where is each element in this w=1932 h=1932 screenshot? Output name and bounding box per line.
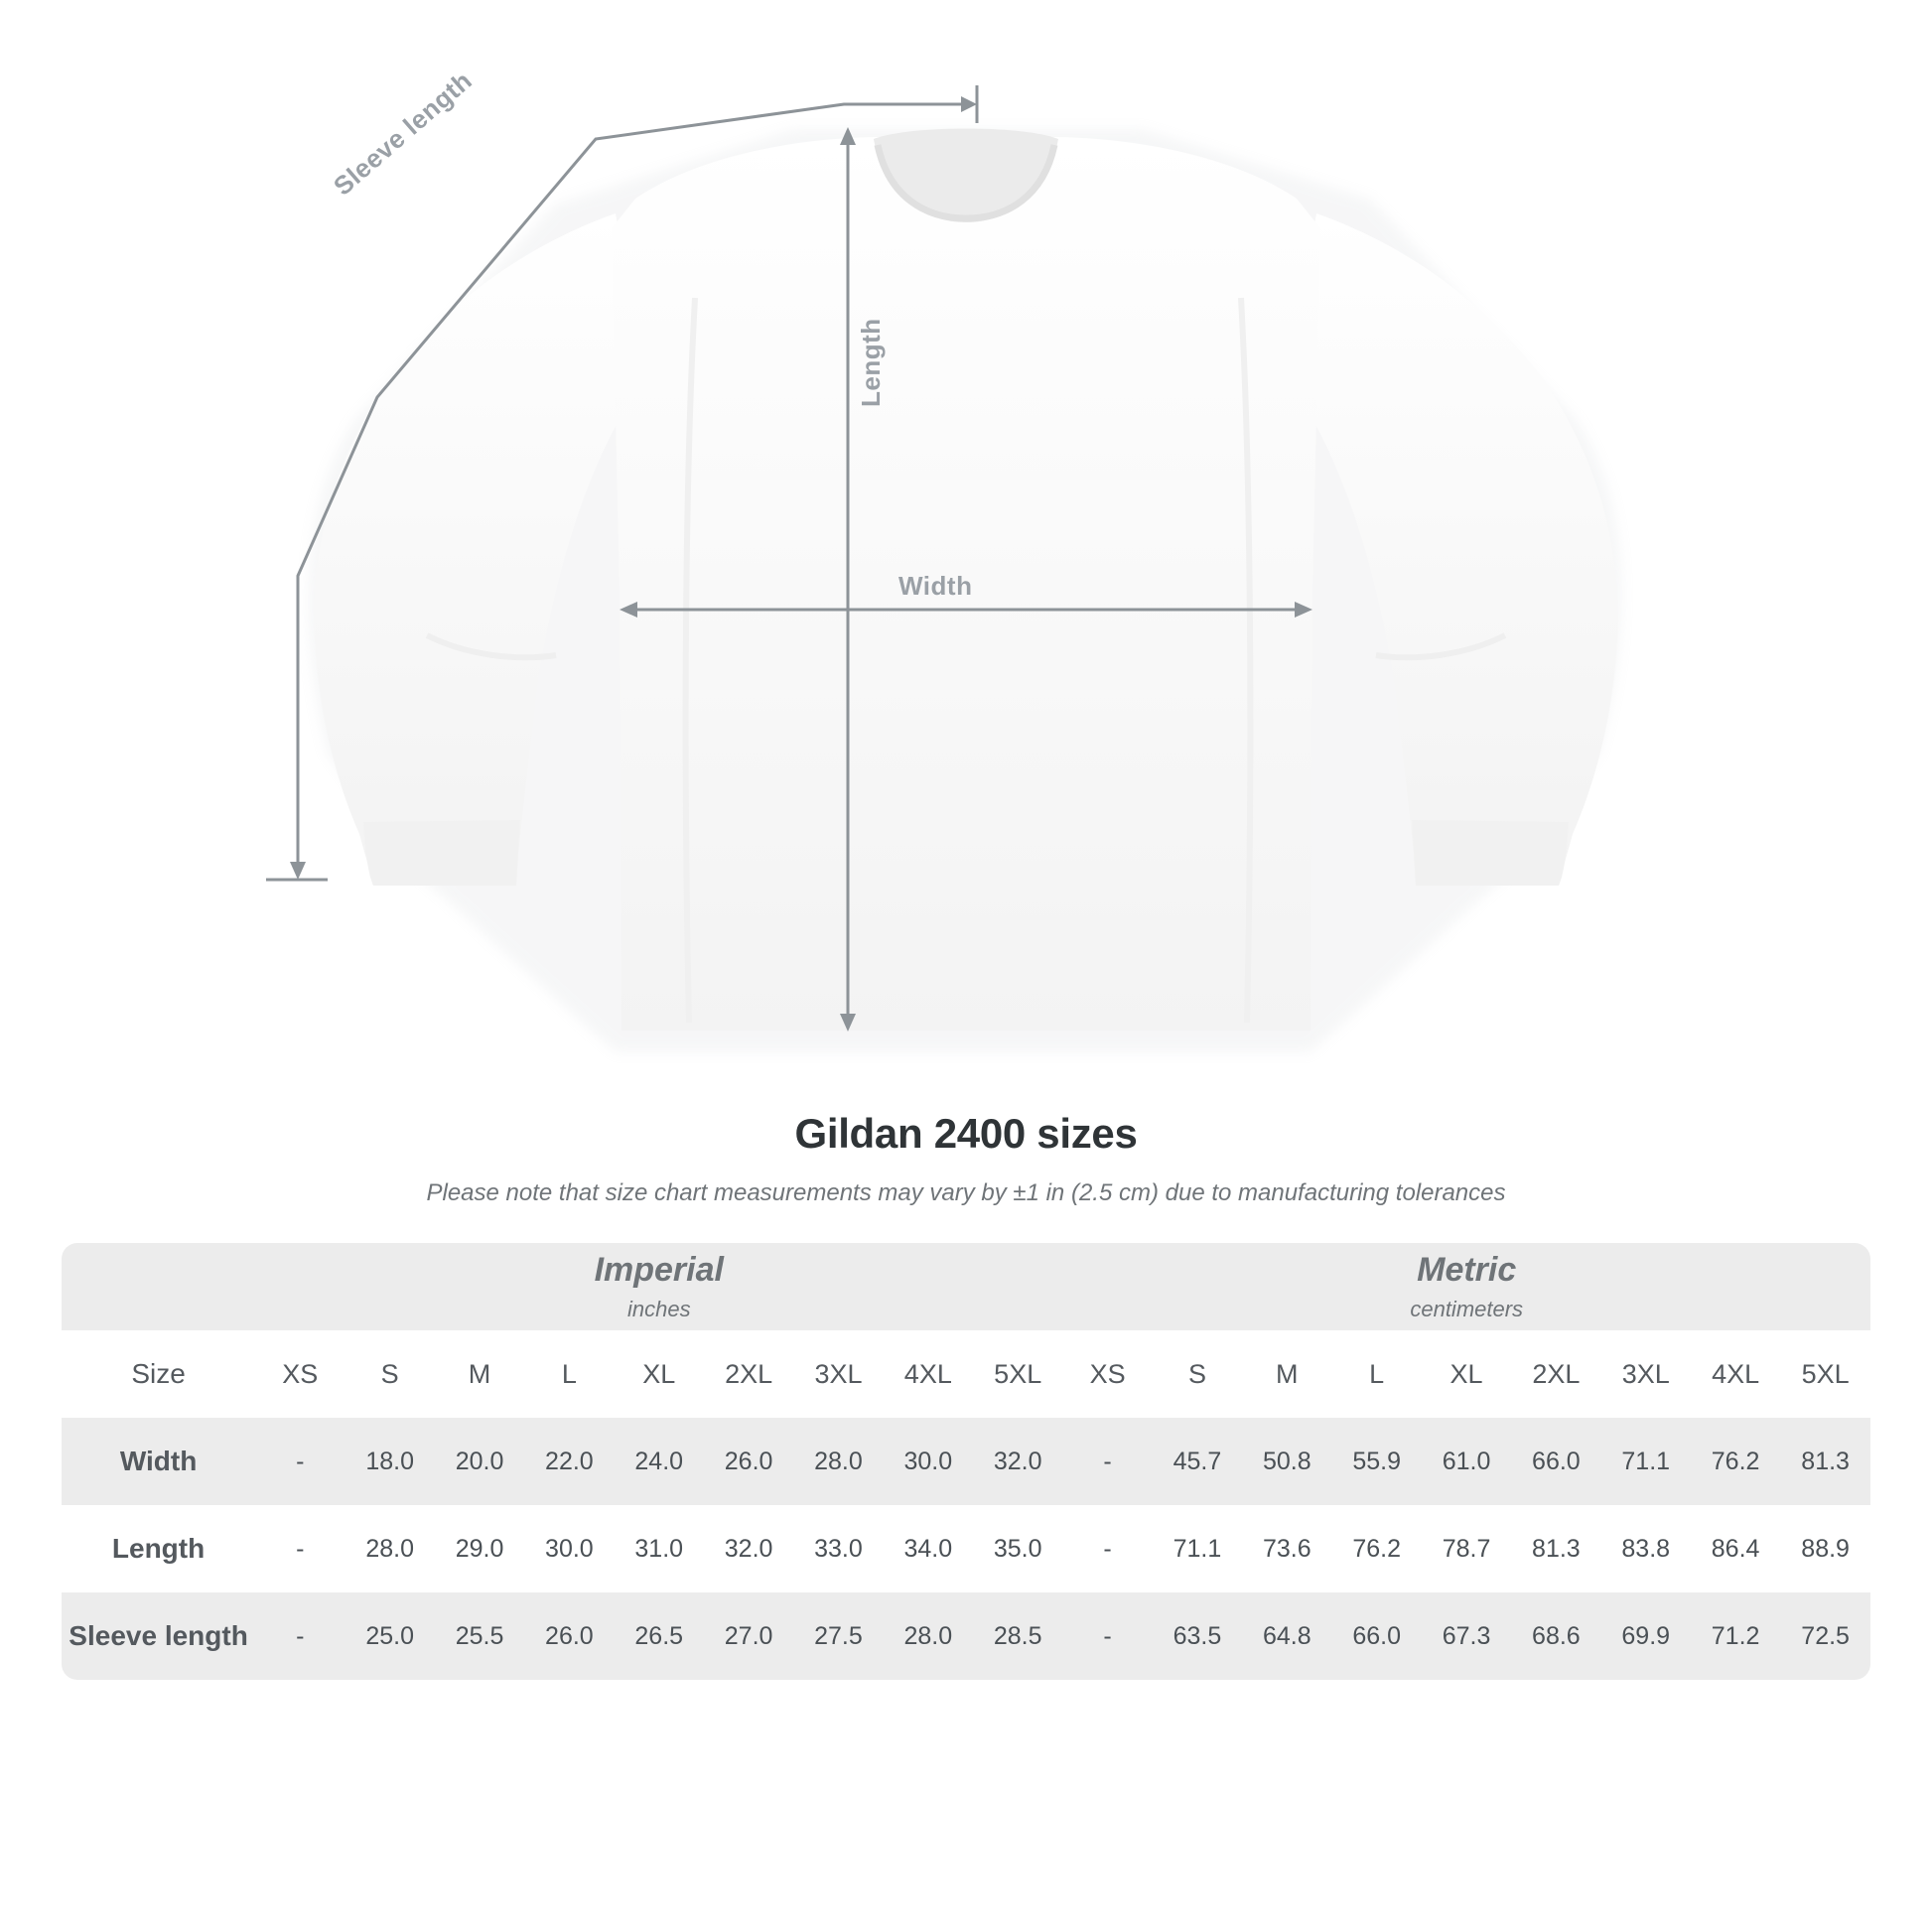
size-header-metric-s: S xyxy=(1153,1330,1242,1418)
page-title: Gildan 2400 sizes xyxy=(794,1110,1138,1157)
cell-length-metric-l: 76.2 xyxy=(1331,1505,1421,1592)
system-metric-name: Metric xyxy=(1417,1251,1517,1290)
cell-width-metric-xs: - xyxy=(1062,1418,1152,1505)
size-header-row xyxy=(62,1330,1870,1418)
size-header-imperial-s: S xyxy=(345,1330,434,1418)
size-header-metric-m: M xyxy=(1242,1330,1331,1418)
cell-sleeve-metric-3xl: 69.9 xyxy=(1601,1592,1691,1680)
table-row xyxy=(62,1592,1870,1680)
cell-sleeve-imperial-m: 25.5 xyxy=(435,1592,524,1680)
cell-length-imperial-3xl: 33.0 xyxy=(793,1505,883,1592)
system-metric xyxy=(1062,1243,1870,1330)
sleeve-length-label: Sleeve length xyxy=(328,65,479,202)
row-label-sleeve-length: Sleeve length xyxy=(62,1592,255,1680)
cell-width-imperial-xs: - xyxy=(255,1418,345,1505)
size-header-metric-xs: XS xyxy=(1062,1330,1152,1418)
cell-length-metric-s: 71.1 xyxy=(1153,1505,1242,1592)
size-header-label: Size xyxy=(62,1330,255,1418)
size-header-imperial-xs: XS xyxy=(255,1330,345,1418)
cell-length-metric-3xl: 83.8 xyxy=(1601,1505,1691,1592)
sys-spacer xyxy=(62,1243,255,1330)
cell-width-metric-m: 50.8 xyxy=(1242,1418,1331,1505)
cell-sleeve-imperial-3xl: 27.5 xyxy=(793,1592,883,1680)
cell-sleeve-imperial-l: 26.0 xyxy=(524,1592,614,1680)
cell-sleeve-metric-2xl: 68.6 xyxy=(1511,1592,1600,1680)
row-label-width: Width xyxy=(62,1418,255,1505)
size-header-metric-4xl: 4XL xyxy=(1691,1330,1780,1418)
size-header-metric-3xl: 3XL xyxy=(1601,1330,1691,1418)
cell-length-imperial-l: 30.0 xyxy=(524,1505,614,1592)
row-label-length: Length xyxy=(62,1505,255,1592)
size-table xyxy=(62,1243,1870,1680)
system-imperial-unit: inches xyxy=(626,1296,691,1321)
size-header-metric-xl: XL xyxy=(1422,1330,1511,1418)
system-metric-unit: centimeters xyxy=(1410,1296,1524,1321)
size-header-metric-5xl: 5XL xyxy=(1780,1330,1870,1418)
length-label: Length xyxy=(856,318,886,407)
unit-system-row xyxy=(62,1243,1870,1330)
cell-sleeve-imperial-s: 25.0 xyxy=(345,1592,434,1680)
cell-width-imperial-2xl: 26.0 xyxy=(704,1418,793,1505)
cell-width-imperial-xl: 24.0 xyxy=(615,1418,704,1505)
cell-width-metric-5xl: 81.3 xyxy=(1780,1418,1870,1505)
cell-sleeve-metric-s: 63.5 xyxy=(1153,1592,1242,1680)
cell-length-metric-xl: 78.7 xyxy=(1422,1505,1511,1592)
cell-sleeve-metric-5xl: 72.5 xyxy=(1780,1592,1870,1680)
size-header-imperial-5xl: 5XL xyxy=(973,1330,1062,1418)
cell-width-imperial-m: 20.0 xyxy=(435,1418,524,1505)
cell-width-metric-4xl: 76.2 xyxy=(1691,1418,1780,1505)
size-table-wrapper xyxy=(62,1243,1870,1680)
size-header-imperial-4xl: 4XL xyxy=(884,1330,973,1418)
size-header-metric-l: L xyxy=(1331,1330,1421,1418)
cell-length-metric-5xl: 88.9 xyxy=(1780,1505,1870,1592)
cell-sleeve-imperial-5xl: 28.5 xyxy=(973,1592,1062,1680)
cell-width-imperial-l: 22.0 xyxy=(524,1418,614,1505)
cell-sleeve-imperial-xl: 26.5 xyxy=(615,1592,704,1680)
table-row xyxy=(62,1418,1870,1505)
cell-width-imperial-s: 18.0 xyxy=(345,1418,434,1505)
cell-width-imperial-4xl: 30.0 xyxy=(884,1418,973,1505)
title-block xyxy=(0,1110,1932,1207)
size-header-imperial-xl: XL xyxy=(615,1330,704,1418)
cell-length-imperial-5xl: 35.0 xyxy=(973,1505,1062,1592)
cell-length-metric-2xl: 81.3 xyxy=(1511,1505,1600,1592)
cell-length-metric-xs: - xyxy=(1062,1505,1152,1592)
cell-width-imperial-3xl: 28.0 xyxy=(793,1418,883,1505)
cell-length-imperial-2xl: 32.0 xyxy=(704,1505,793,1592)
cell-sleeve-metric-xs: - xyxy=(1062,1592,1152,1680)
size-header-imperial-m: M xyxy=(435,1330,524,1418)
cell-width-metric-3xl: 71.1 xyxy=(1601,1418,1691,1505)
cell-length-imperial-4xl: 34.0 xyxy=(884,1505,973,1592)
size-header-imperial-l: L xyxy=(524,1330,614,1418)
tolerance-note: Please note that size chart measurements may vary by ±1 in (2.5 cm) due to manufacturing tolerances xyxy=(426,1179,1506,1206)
cell-length-imperial-xl: 31.0 xyxy=(615,1505,704,1592)
size-header-metric-2xl: 2XL xyxy=(1511,1330,1600,1418)
cell-sleeve-metric-4xl: 71.2 xyxy=(1691,1592,1780,1680)
cell-sleeve-metric-xl: 67.3 xyxy=(1422,1592,1511,1680)
cell-sleeve-imperial-2xl: 27.0 xyxy=(704,1592,793,1680)
table-row xyxy=(62,1505,1870,1592)
cell-width-metric-2xl: 66.0 xyxy=(1511,1418,1600,1505)
cell-sleeve-metric-l: 66.0 xyxy=(1331,1592,1421,1680)
system-imperial-name: Imperial xyxy=(594,1251,724,1290)
size-header-imperial-3xl: 3XL xyxy=(793,1330,883,1418)
cell-length-metric-m: 73.6 xyxy=(1242,1505,1331,1592)
cell-width-metric-l: 55.9 xyxy=(1331,1418,1421,1505)
cell-sleeve-metric-m: 64.8 xyxy=(1242,1592,1331,1680)
size-header-imperial-2xl: 2XL xyxy=(704,1330,793,1418)
system-imperial xyxy=(255,1243,1062,1330)
cell-length-imperial-m: 29.0 xyxy=(435,1505,524,1592)
cell-length-imperial-s: 28.0 xyxy=(345,1505,434,1592)
cell-length-metric-4xl: 86.4 xyxy=(1691,1505,1780,1592)
cell-sleeve-imperial-4xl: 28.0 xyxy=(884,1592,973,1680)
cell-width-metric-xl: 61.0 xyxy=(1422,1418,1511,1505)
width-label: Width xyxy=(898,571,973,601)
cell-length-imperial-xs: - xyxy=(255,1505,345,1592)
cell-width-imperial-5xl: 32.0 xyxy=(973,1418,1062,1505)
cell-sleeve-imperial-xs: - xyxy=(255,1592,345,1680)
cell-width-metric-s: 45.7 xyxy=(1153,1418,1242,1505)
